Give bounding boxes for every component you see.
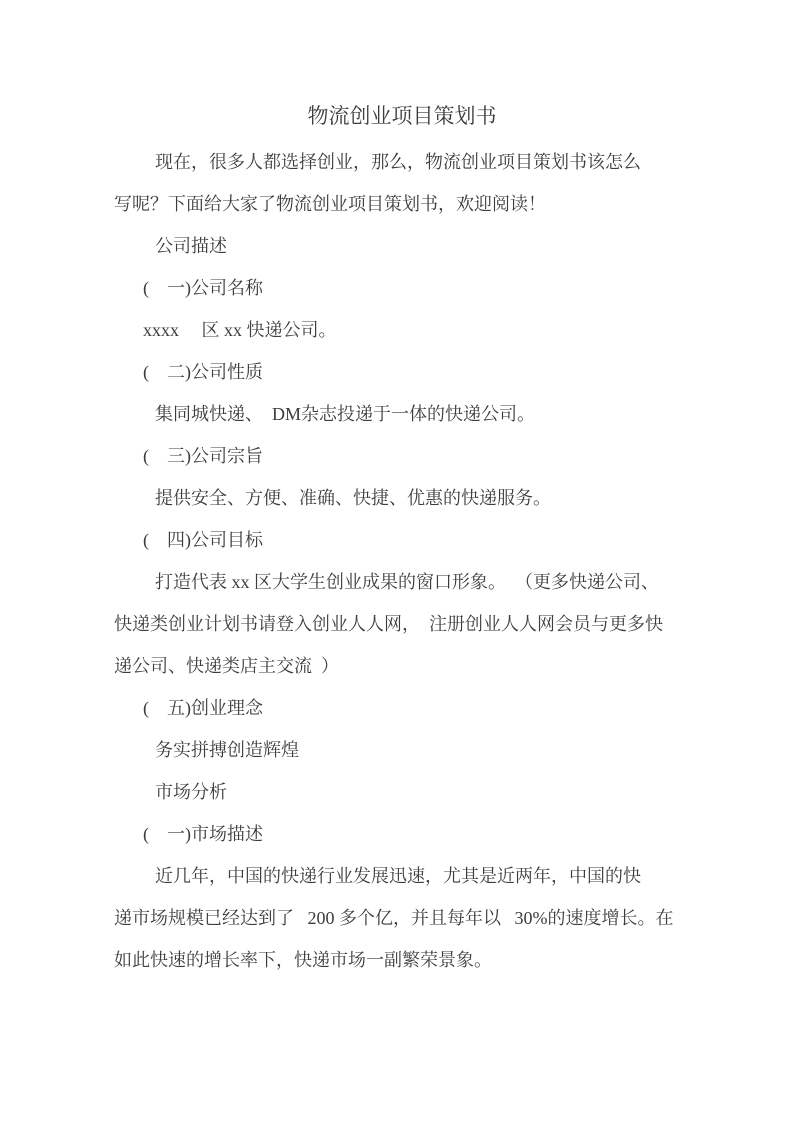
doc-line: 集同城快递、 DM杂志投递于一体的快递公司。	[155, 404, 536, 424]
doc-line: 打造代表 xx 区大学生创业成果的窗口形象。 （更多快递公司、	[155, 572, 659, 592]
doc-line: 递市场规模已经达到了 200 多个亿，并且每年以 30%的速度增长。在	[114, 908, 674, 928]
doc-line: 写呢？下面给大家了物流创业项目策划书，欢迎阅读！	[114, 194, 546, 214]
document-content	[114, 95, 690, 981]
doc-line: 如此快速的增长率下，快递市场一副繁荣景象。	[114, 950, 492, 970]
doc-line: 务实拼搏创造辉煌	[155, 740, 299, 760]
doc-line: ( 五)创业理念	[143, 698, 263, 718]
doc-line: 递公司、快递类店主交流 ）	[114, 656, 339, 676]
doc-line: 提供安全、方便、准确、快捷、优惠的快递服务。	[155, 488, 551, 508]
doc-line: 现在，很多人都选择创业，那么，物流创业项目策划书该怎么	[155, 152, 641, 172]
page-title: 物流创业项目策划书	[307, 104, 497, 128]
doc-line: ( 四)公司目标	[143, 530, 263, 550]
doc-line: ( 一)市场描述	[143, 824, 263, 844]
doc-line: 快递类创业计划书请登入创业人人网， 注册创业人人网会员与更多快	[114, 614, 663, 634]
doc-line: ( 三)公司宗旨	[143, 446, 263, 466]
doc-line: 市场分析	[155, 782, 227, 802]
doc-line: ( 一)公司名称	[143, 278, 263, 298]
doc-line: 公司描述	[155, 236, 227, 256]
doc-line: xxxx 区 xx 快递公司。	[143, 320, 337, 340]
doc-line: ( 二)公司性质	[143, 362, 263, 382]
doc-lines	[114, 141, 690, 981]
doc-line: 近几年，中国的快递行业发展迅速，尤其是近两年，中国的快	[155, 866, 641, 886]
